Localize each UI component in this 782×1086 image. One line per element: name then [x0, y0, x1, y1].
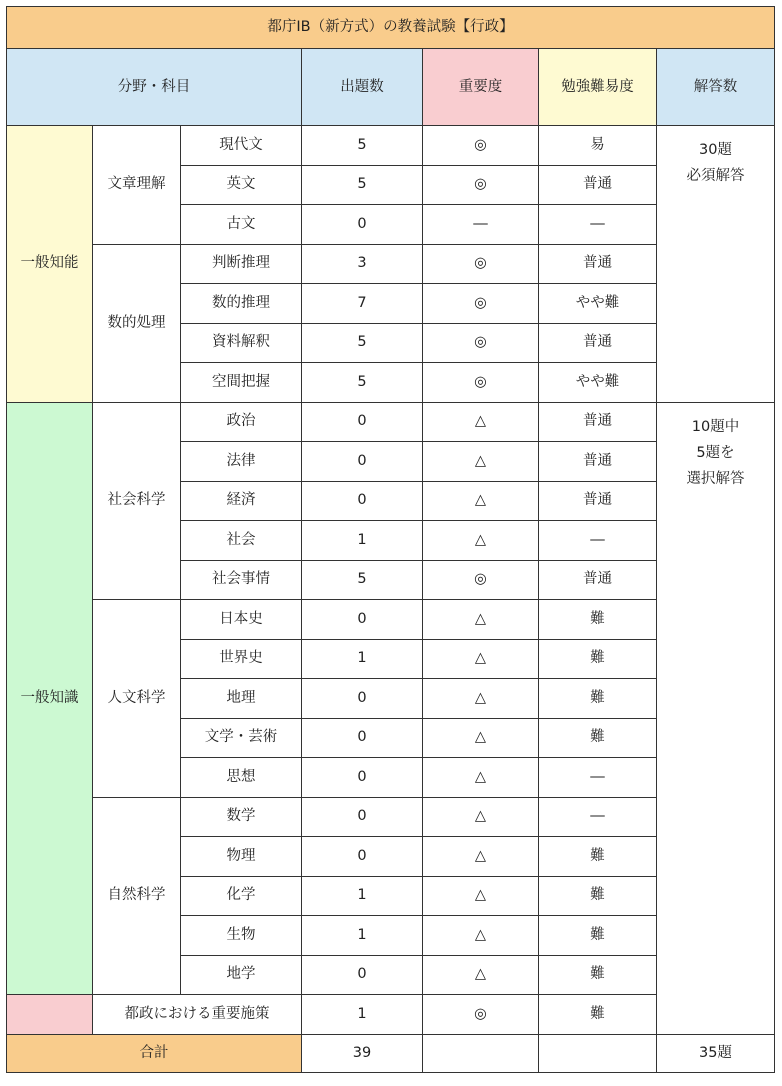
group-jinbun: 人文科学: [93, 600, 181, 798]
difficulty-cell: 普通: [539, 560, 657, 600]
count-cell: 1: [302, 521, 423, 561]
header-field: 分野・科目: [7, 49, 302, 126]
difficulty-cell: 難: [539, 837, 657, 877]
answers-chino-line1: 30題: [699, 142, 732, 158]
count-cell: 0: [302, 718, 423, 758]
importance-cell: ◎: [423, 323, 539, 363]
subject-cell: 現代文: [181, 126, 302, 166]
answers-chishiki-line2: 5題を: [696, 444, 735, 461]
exam-table: [6, 6, 775, 1073]
difficulty-cell: ―: [539, 797, 657, 837]
subject-cell: 地理: [181, 679, 302, 719]
count-cell: 7: [302, 284, 423, 324]
difficulty-cell: やや難: [539, 363, 657, 403]
importance-cell: △: [423, 600, 539, 640]
category-ippan-chishiki: 一般知識: [7, 402, 93, 995]
difficulty-cell: 難: [539, 876, 657, 916]
answers-chishiki: [657, 402, 775, 1034]
header-count: 出題数: [302, 49, 423, 126]
count-cell: 0: [302, 955, 423, 995]
difficulty-cell: 普通: [539, 442, 657, 482]
subject-cell: 化学: [181, 876, 302, 916]
category-ippan-chino: 一般知能: [7, 126, 93, 403]
count-cell: 1: [302, 916, 423, 956]
difficulty-cell: 難: [539, 955, 657, 995]
difficulty-cell: 普通: [539, 165, 657, 205]
category-tosei-swatch: [7, 995, 93, 1035]
subject-cell: 物理: [181, 837, 302, 877]
importance-cell: △: [423, 955, 539, 995]
table-title: 都庁ⅠB（新方式）の教養試験【行政】: [7, 7, 775, 49]
difficulty-cell: 易: [539, 126, 657, 166]
subject-cell: 政治: [181, 402, 302, 442]
subject-cell: 判断推理: [181, 244, 302, 284]
subject-cell: 世界史: [181, 639, 302, 679]
count-cell: 5: [302, 126, 423, 166]
subject-cell: 生物: [181, 916, 302, 956]
answers-chino-line2: 必須解答: [686, 168, 745, 184]
total-importance: [423, 1034, 539, 1072]
table-row: [7, 402, 775, 442]
count-cell: 0: [302, 205, 423, 245]
difficulty-cell: 難: [539, 718, 657, 758]
importance-cell: ―: [423, 205, 539, 245]
importance-cell: △: [423, 916, 539, 956]
importance-cell: △: [423, 876, 539, 916]
subject-cell: 日本史: [181, 600, 302, 640]
importance-cell: △: [423, 442, 539, 482]
count-cell: 0: [302, 837, 423, 877]
count-cell: 1: [302, 639, 423, 679]
difficulty-cell: 難: [539, 679, 657, 719]
group-shakai: 社会科学: [93, 402, 181, 600]
header-row: [7, 49, 775, 126]
count-cell: 3: [302, 244, 423, 284]
count-cell: 5: [302, 323, 423, 363]
importance-cell: △: [423, 521, 539, 561]
count-cell: 5: [302, 165, 423, 205]
count-cell: 0: [302, 797, 423, 837]
total-label: 合計: [7, 1034, 302, 1072]
difficulty-cell: 普通: [539, 323, 657, 363]
importance-cell: ◎: [423, 284, 539, 324]
difficulty-cell: 難: [539, 600, 657, 640]
total-answers: 35題: [657, 1034, 775, 1072]
total-row: [7, 1034, 775, 1072]
subject-cell: 文学・芸術: [181, 718, 302, 758]
header-answers: 解答数: [657, 49, 775, 126]
importance-cell: ◎: [423, 165, 539, 205]
count-cell: 0: [302, 758, 423, 798]
importance-cell: △: [423, 718, 539, 758]
importance-cell: △: [423, 402, 539, 442]
subject-cell: 地学: [181, 955, 302, 995]
answers-chino: [657, 126, 775, 403]
count-cell: 0: [302, 402, 423, 442]
count-cell: 1: [302, 995, 423, 1035]
count-cell: 5: [302, 363, 423, 403]
subject-cell: 社会事情: [181, 560, 302, 600]
difficulty-cell: 普通: [539, 402, 657, 442]
subject-cell: 数的推理: [181, 284, 302, 324]
difficulty-cell: ―: [539, 205, 657, 245]
importance-cell: △: [423, 758, 539, 798]
subject-cell: 法律: [181, 442, 302, 482]
importance-cell: ◎: [423, 126, 539, 166]
group-shizen: 自然科学: [93, 797, 181, 995]
importance-cell: ◎: [423, 244, 539, 284]
header-importance: 重要度: [423, 49, 539, 126]
group-tosei: 都政における重要施策: [93, 995, 302, 1035]
count-cell: 0: [302, 679, 423, 719]
importance-cell: △: [423, 679, 539, 719]
subject-cell: 空間把握: [181, 363, 302, 403]
importance-cell: ◎: [423, 560, 539, 600]
subject-cell: 社会: [181, 521, 302, 561]
subject-cell: 経済: [181, 481, 302, 521]
subject-cell: 古文: [181, 205, 302, 245]
importance-cell: ◎: [423, 363, 539, 403]
table-row: [7, 126, 775, 166]
count-cell: 0: [302, 481, 423, 521]
difficulty-cell: ―: [539, 521, 657, 561]
difficulty-cell: 難: [539, 916, 657, 956]
group-suteki: 数的処理: [93, 244, 181, 402]
subject-cell: 資料解釈: [181, 323, 302, 363]
difficulty-cell: やや難: [539, 284, 657, 324]
total-difficulty: [539, 1034, 657, 1072]
subject-cell: 英文: [181, 165, 302, 205]
subject-cell: 数学: [181, 797, 302, 837]
importance-cell: △: [423, 797, 539, 837]
count-cell: 5: [302, 560, 423, 600]
importance-cell: △: [423, 639, 539, 679]
difficulty-cell: 普通: [539, 244, 657, 284]
difficulty-cell: 難: [539, 639, 657, 679]
subject-cell: 思想: [181, 758, 302, 798]
header-difficulty: 勉強難易度: [539, 49, 657, 126]
difficulty-cell: 難: [539, 995, 657, 1035]
answers-chishiki-line3: 選択解答: [686, 470, 745, 487]
total-count: 39: [302, 1034, 423, 1072]
difficulty-cell: ―: [539, 758, 657, 798]
difficulty-cell: 普通: [539, 481, 657, 521]
count-cell: 0: [302, 442, 423, 482]
answers-chishiki-line1: 10題中: [691, 418, 740, 435]
group-bunsho: 文章理解: [93, 126, 181, 245]
importance-cell: △: [423, 481, 539, 521]
count-cell: 0: [302, 600, 423, 640]
count-cell: 1: [302, 876, 423, 916]
importance-cell: △: [423, 837, 539, 877]
importance-cell: ◎: [423, 995, 539, 1035]
